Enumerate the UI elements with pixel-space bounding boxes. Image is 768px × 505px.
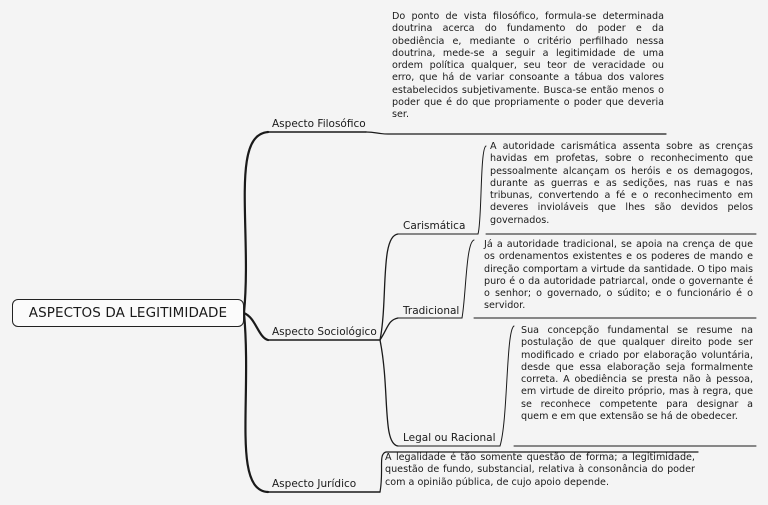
connector-tradicional-text (462, 240, 474, 318)
node-aspecto-sociologico[interactable]: Aspecto Sociológico (272, 326, 377, 338)
node-aspecto-filosofico[interactable]: Aspecto Filosófico (272, 118, 366, 130)
root-node[interactable] (12, 299, 244, 327)
connector-legal (380, 340, 398, 446)
text-carismatica: A autoridade carismática assenta sobre as crenças havidas em profetas, sobre o reconhecimento que pessoalmente alcançam os heróis e os demagogos, durante as guerras e as sedições, nas ruas e nas tribunas, convertendo a fé e o reconhecimento em deveres invioláveis que lhes são devidos pelos governados. (490, 141, 753, 226)
node-aspecto-juridico[interactable]: Aspecto Jurídico (272, 478, 357, 490)
node-carismatica[interactable]: Carismática (403, 220, 466, 232)
connector-filosofico-text (366, 132, 666, 134)
root-label: ASPECTOS DA LEGITIMIDADE (28, 305, 228, 321)
connector-legal-text (500, 326, 514, 446)
connector-filosofico (244, 132, 268, 313)
node-tradicional[interactable]: Tradicional (403, 305, 460, 317)
text-tradicional: Já a autoridade tradicional, se apoia na crença de que os ordenamentos existentes e os poderes de mando e direção comportam a virtude da santidade. O tipo mais puro é o da autoridade patriarcal, onde o governante é o senhor; o governado, o súdito; e o funcionário é o servidor. (484, 239, 753, 312)
node-legal-ou-racional[interactable]: Legal ou Racional (403, 432, 496, 444)
connector-carismatica-text (478, 146, 486, 234)
connector-juridico (244, 313, 268, 492)
text-juridico: A legalidade é tão somente questão de forma; a legitimidade, questão de fundo, substancial, relativa à consonância do poder com a opinião pública, de cujo apoio depende. (385, 452, 695, 488)
connector-sociologico (244, 313, 268, 340)
text-legal-ou-racional: Sua concepção fundamental se resume na postulação de que qualquer direito pode ser modificado e criado por elaboração voluntária, desde que essa elaboração seja formalmente correta. A obediência se presta não à pessoa, em virtude de direito próprio, mas à regra, que se reconhece competente para designar a quem e em que extensão se há de obedecer. (521, 325, 753, 423)
text-filosofico: Do ponto de vista filosófico, formula-se determinada doutrina acerca do fundamento do poder e da obediência e, mediante o critério perfilhado nessa doutrina, mede-se a seguir a legitimidade de uma ordem política qualquer, seu teor de veracidade ou erro, que há de variar consoante a tábua dos valores estabelecidos subjetivamente. Busca-se então menos o poder que é do que propriamente o poder que deveria ser. (392, 11, 664, 121)
